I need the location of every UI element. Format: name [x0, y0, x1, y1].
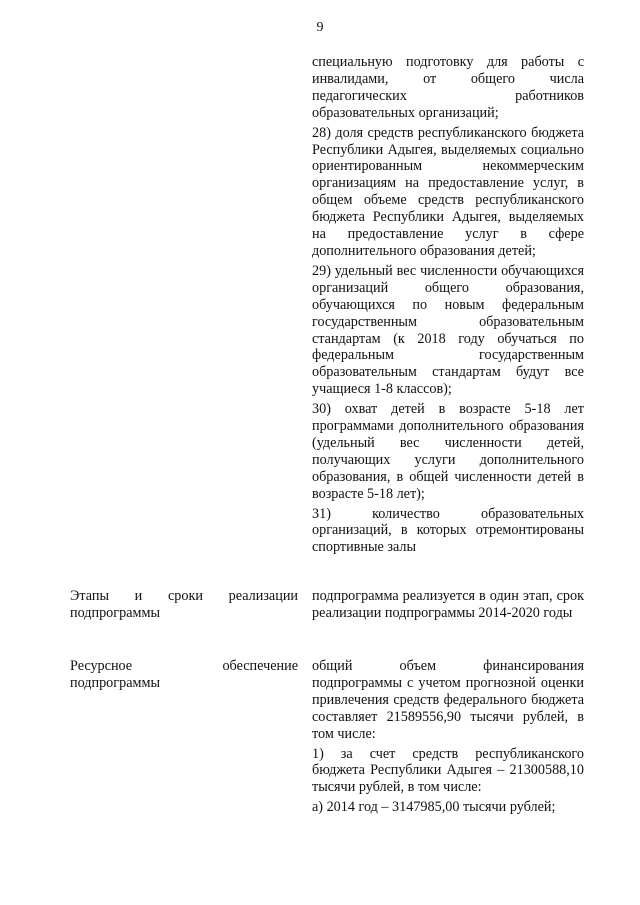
resources-paragraph: 1) за счет средств республиканского бюджета Республики Адыгея – 21300588,10 тысячи рублей, в том числе:: [312, 745, 584, 796]
resources-paragraph: а) 2014 год – 3147985,00 тысячи рублей;: [312, 799, 556, 816]
page-number: 9: [316, 20, 324, 35]
resources-label: Ресурсное обеспечение подпрограммы: [70, 658, 298, 691]
resources-paragraph: общий объем финансирования подпрограммы с учетом прогнозной оценки привлечения средств федерального бюджета составляет 21589556,90 тысячи рублей, в том числе:: [312, 658, 584, 742]
list-item: специальную подготовку для работы с инвалидами, от общего числа педагогических работников образовательных организаций;: [312, 54, 584, 121]
list-item: 29) удельный вес численности обучающихся организаций общего образования, обучающихся по новым федеральным государственным образовательным стандартам (к 2018 году обучаться по федеральным государственным образовательным стандартам будут все учащиеся 1-8 классов);: [312, 262, 584, 398]
indicators-list: [312, 54, 584, 556]
list-item: 28) доля средств республиканского бюджета Республики Адыгея, выделяемых социально ориентированным некоммерческим организациям на предоставление услуг, в общем объеме средств республиканского бюджета Республики Адыгея, выделяемых на предоставление услуг в сфере дополнительного образования детей;: [312, 124, 584, 259]
stages-label: Этапы и сроки реализации подпрограммы: [70, 588, 298, 621]
stages-text: подпрограмма реализуется в один этап, срок реализации подпрограммы 2014-2020 годы: [312, 588, 584, 621]
resources-text-cell: [312, 658, 584, 816]
stages-label-cell: [70, 588, 298, 622]
stages-text-cell: [312, 588, 584, 622]
list-item: 30) охват детей в возрасте 5-18 лет программами дополнительного образования (удельный вес численности детей, получающих услуги дополнительного образования, в общей численности детей в возрасте 5-18 лет);: [312, 401, 584, 502]
list-item: 31) количество образовательных организаций, в которых отремонтированы спортивные залы: [312, 505, 584, 556]
resources-label-cell: [70, 658, 298, 692]
